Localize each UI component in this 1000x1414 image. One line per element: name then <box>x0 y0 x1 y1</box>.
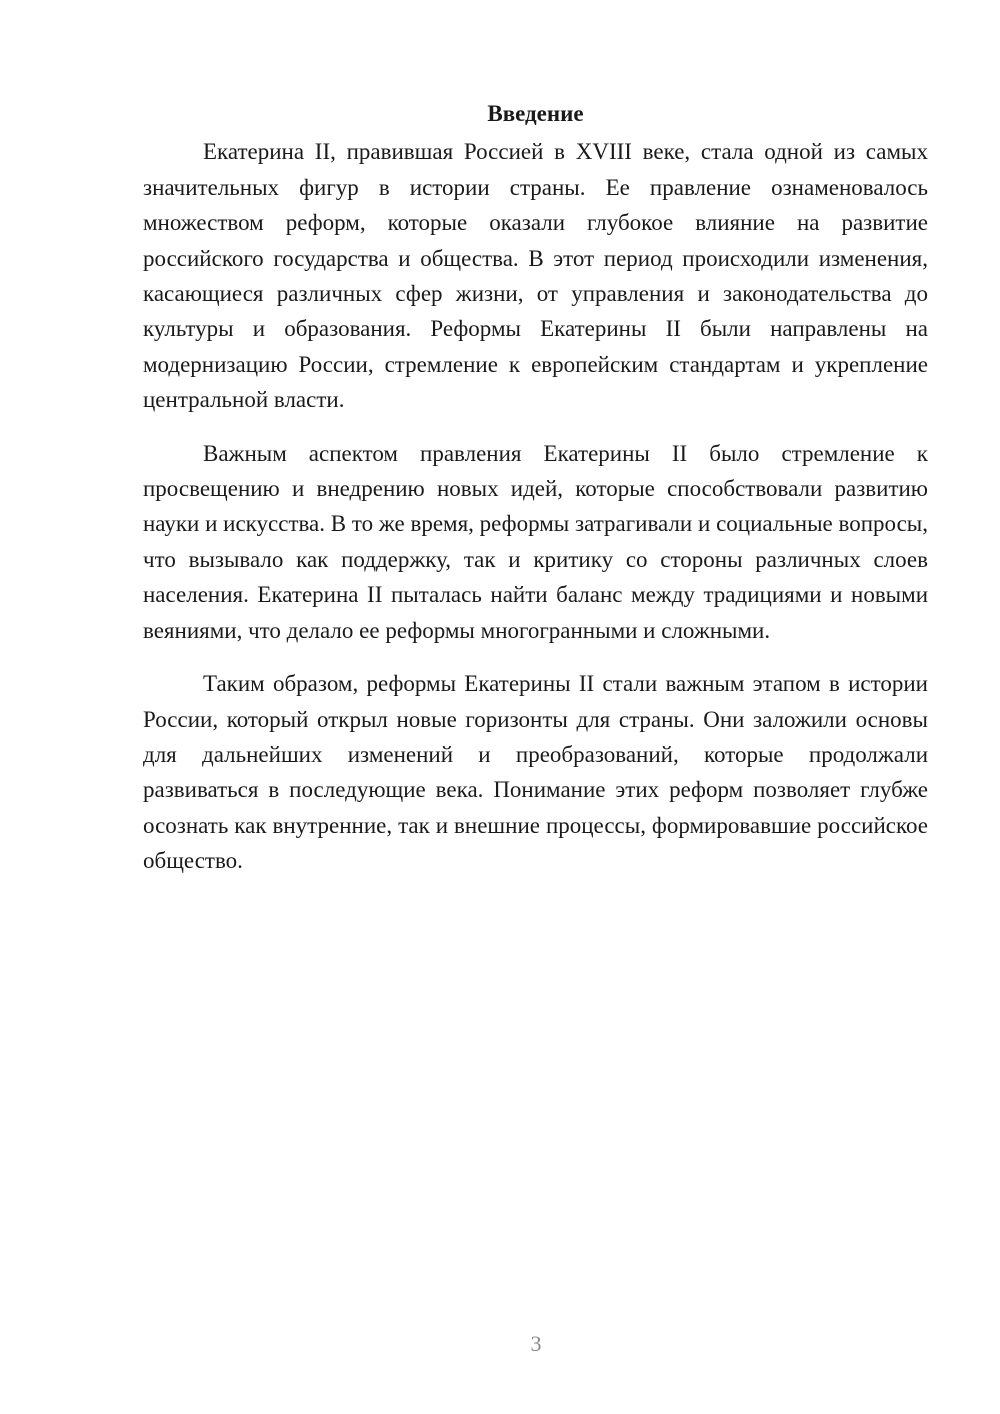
paragraph-3: Таким образом, реформы Екатерины II стали важным этапом в истории России, который открыл новые горизонты для страны. Они заложили основы для дальнейших изменений и преобразований, которые продолжали развиваться в последующие века. Понимание этих реформ позволяет глубже осознать как внутренние, так и внешние процессы, формировавшие российское общество. <box>143 671 928 874</box>
paragraph-1: Екатерина II, правившая Россией в XVIII веке, стала одной из самых значительных фигур в истории страны. Ее правление ознаменовалось множеством реформ, которые оказали глубокое влияние на развитие российского государства и общества. В этот период происходили изменения, касающиеся различных сфер жизни, от управления и законодательства до культуры и образования. Реформы Екатерины II были направлены на модернизацию России, стремление к европейским стандартам и укрепление центральной власти. <box>143 139 928 413</box>
page-content <box>143 96 928 897</box>
paragraph-2: Важным аспектом правления Екатерины II было стремление к просвещению и внедрению новых идей, которые способствовали развитию науки и искусства. В то же время, реформы затрагивали и социальные вопросы, что вызывало как поддержку, так и критику со стороны различных слоев населения. Екатерина II пыталась найти баланс между традициями и новыми веяниями, что делало ее реформы многогранными и сложными. <box>143 440 928 643</box>
section-heading: Введение <box>487 101 584 126</box>
page-number: 3 <box>530 1331 542 1356</box>
